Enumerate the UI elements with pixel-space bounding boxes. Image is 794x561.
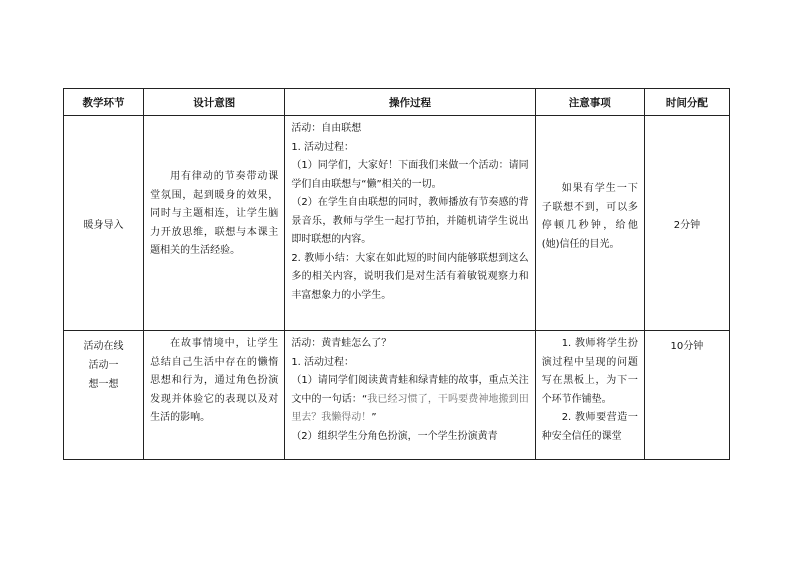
intent-text: 在故事情境中，让学生总结自己生活中存在的懒惰思想和行为，通过角色扮演发现并体验它的表现以及对生活的影响。: [150, 338, 279, 423]
header-notes: 注意事项: [535, 89, 644, 116]
process-text: （1）请同学们阅读黄青蛙和绿青蛙的故事，重点关注文中的一句话：“: [291, 375, 529, 405]
process-line: 2. 教师小结：大家在如此短的时间内能够联想到这么多的相关内容，说明我们是对生活有着敏锐观察力和丰富想象力的小学生。: [291, 252, 529, 301]
stage-label: 活动一: [88, 360, 119, 371]
stage-label: 暖身导入: [83, 219, 124, 231]
table-row: [64, 116, 730, 331]
process-line: [291, 372, 528, 428]
notes-cell: [535, 116, 644, 331]
process-line: 1. 活动过程：: [291, 141, 355, 153]
process-line: 活动：自由联想: [291, 123, 362, 134]
header-intent: 设计意图: [144, 89, 285, 116]
process-line: （2）在学生自由联想的同时，教师播放有节奏感的背景音乐，教师与学生一起打节拍，并随机请学生说出即时联想的内容。: [291, 197, 529, 245]
time-label: 2分钟: [673, 219, 701, 231]
lesson-plan-table: [63, 88, 730, 460]
stage-cell: [64, 116, 144, 331]
process-line: 1. 活动过程：: [291, 356, 355, 368]
process-line: （1）同学们，大家好！下面我们来做一个活动：请同学们自由联想与“懒”相关的一切。: [291, 160, 529, 190]
intent-text: 用有律动的节奏带动课堂氛围，起到暖身的效果，同时与主题相连，让学生脑力开放思维，联想与本课主题相关的生活经验。: [150, 171, 279, 256]
notes-text: 如果有学生一下子联想不到，可以多停顿几秒钟，给他(她)信任的目光。: [541, 183, 638, 250]
table-row: [64, 331, 730, 460]
process-text: ”: [371, 412, 377, 423]
intent-cell: [144, 116, 285, 331]
stage-cell: [64, 331, 144, 460]
process-cell: [285, 331, 535, 460]
process-line: 活动：黄青蛙怎么了？: [291, 338, 392, 349]
stage-label: 活动在线: [83, 341, 124, 352]
header-process: 操作过程: [285, 89, 535, 116]
story-quote: 我已经习惯了，干吗要费神地搬到田里去？我懒得动！: [291, 393, 529, 423]
process-line: （2）组织学生分角色扮演，一个学生扮演黄青: [291, 430, 498, 442]
header-time: 时间分配: [644, 89, 729, 116]
stage-label: 想一想: [88, 379, 119, 390]
header-row: [64, 89, 730, 116]
time-label: 10分钟: [670, 341, 704, 352]
notes-text: 1. 教师将学生扮演过程中呈现的问题写在黑板上，为下一个环节作铺垫。: [541, 338, 638, 405]
process-cell: [285, 116, 535, 331]
intent-cell: [144, 331, 285, 460]
time-cell: [644, 331, 729, 460]
notes-cell: [535, 331, 644, 460]
notes-text: 2. 教师要营造一种安全信任的课堂: [541, 412, 638, 442]
header-stage: 教学环节: [64, 89, 144, 116]
time-cell: [644, 116, 729, 331]
